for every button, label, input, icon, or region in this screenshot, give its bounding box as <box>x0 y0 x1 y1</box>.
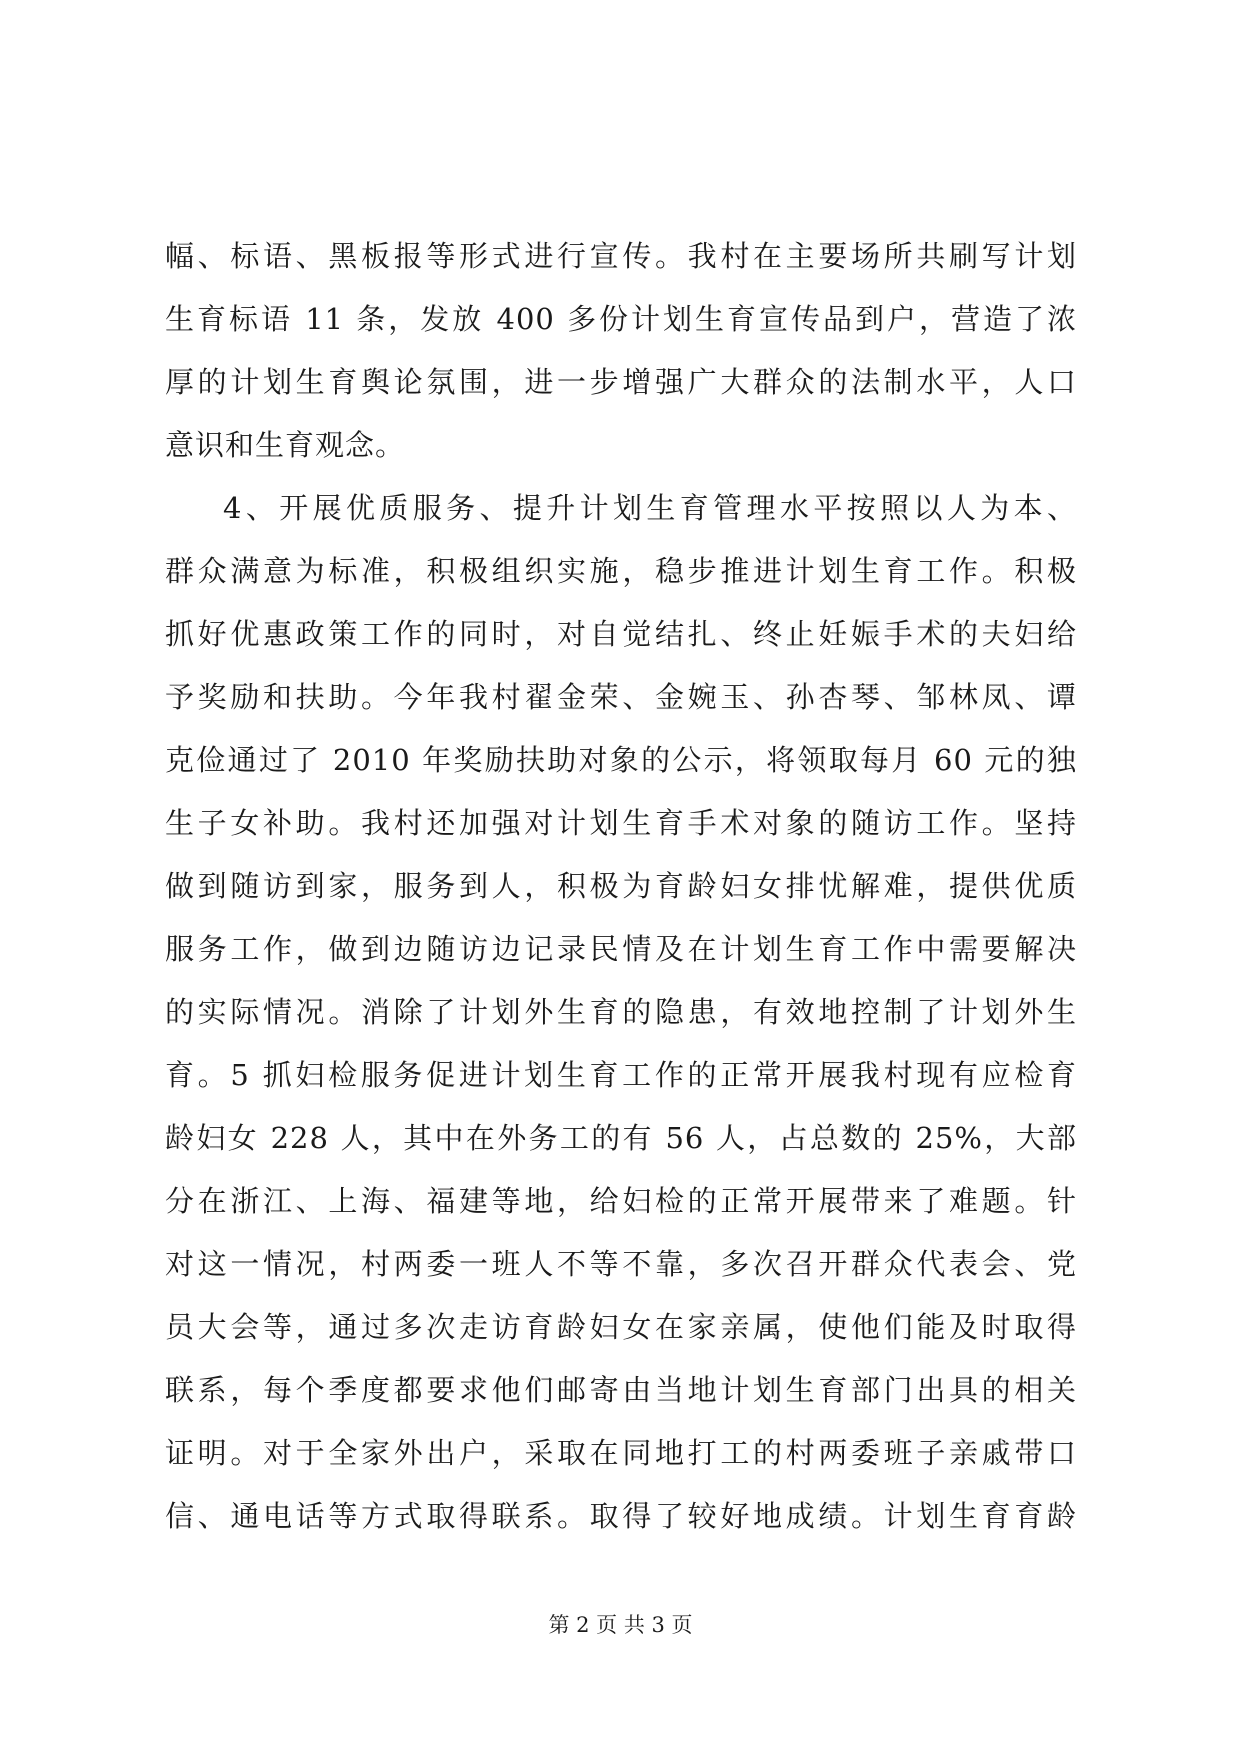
text-line: 厚的计划生育舆论氛围，进一步增强广大群众的法制水平，人口 <box>165 365 1077 399</box>
text-line: 生子女补助。我村还加强对计划生育手术对象的随访工作。坚持 <box>165 806 1077 840</box>
text-line: 龄妇女 228 人，其中在外务工的有 56 人，占总数的 25%，大部 <box>165 1121 1077 1155</box>
text-line: 对这一情况，村两委一班人不等不靠，多次召开群众代表会、党 <box>165 1247 1077 1281</box>
text-line: 抓好优惠政策工作的同时，对自觉结扎、终止妊娠手术的夫妇给 <box>165 617 1077 651</box>
text-line: 信、通电话等方式取得联系。取得了较好地成绩。计划生育育龄 <box>165 1499 1077 1533</box>
text-line: 育。5 抓妇检服务促进计划生育工作的正常开展我村现有应检育 <box>165 1058 1077 1092</box>
text-line: 分在浙江、上海、福建等地，给妇检的正常开展带来了难题。针 <box>165 1184 1077 1218</box>
text-line: 生育标语 11 条，发放 400 多份计划生育宣传品到户，营造了浓 <box>165 302 1077 336</box>
text-line: 员大会等，通过多次走访育龄妇女在家亲属，使他们能及时取得 <box>165 1310 1077 1344</box>
text-line: 幅、标语、黑板报等形式进行宣传。我村在主要场所共刷写计划 <box>165 239 1077 273</box>
text-line: 4、开展优质服务、提升计划生育管理水平按照以人为本、 <box>223 491 1077 525</box>
text-line: 的实际情况。消除了计划外生育的隐患，有效地控制了计划外生 <box>165 995 1077 1029</box>
text-line: 做到随访到家，服务到人，积极为育龄妇女排忧解难，提供优质 <box>165 869 1077 903</box>
body-text <box>165 225 1077 1548</box>
text-line: 意识和生育观念。 <box>165 428 406 462</box>
text-line: 予奖励和扶助。今年我村翟金荣、金婉玉、孙杏琴、邹林凤、谭 <box>165 680 1077 714</box>
text-line: 证明。对于全家外出户，采取在同地打工的村两委班子亲戚带口 <box>165 1436 1077 1470</box>
text-line: 克俭通过了 2010 年奖励扶助对象的公示，将领取每月 60 元的独 <box>165 743 1077 777</box>
text-line: 服务工作，做到边随访边记录民情及在计划生育工作中需要解决 <box>165 932 1077 966</box>
text-line: 群众满意为标准，积极组织实施，稳步推进计划生育工作。积极 <box>165 554 1077 588</box>
text-line: 联系，每个季度都要求他们邮寄由当地计划生育部门出具的相关 <box>165 1373 1077 1407</box>
page-footer: 第 2 页 共 3 页 <box>548 1613 693 1637</box>
